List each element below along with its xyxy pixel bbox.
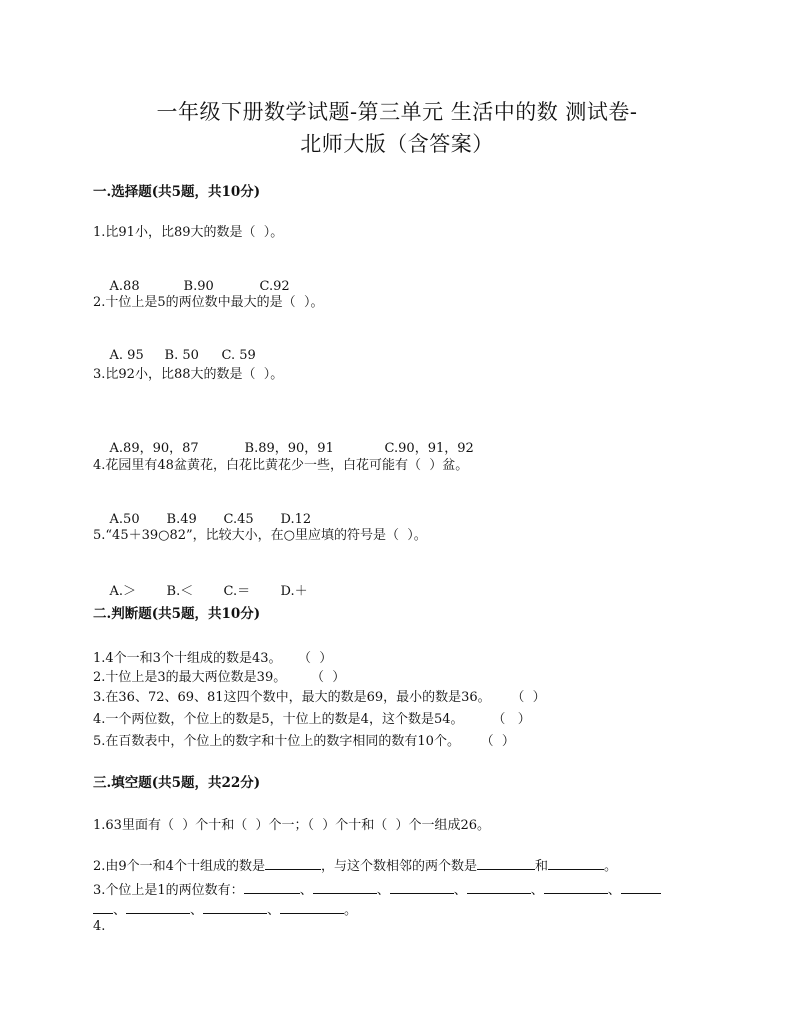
option: C.＝ <box>223 584 251 599</box>
separator: 、 <box>607 883 621 898</box>
question-1-2: 2.十位上是5的两位数中最大的是（ ）。 <box>93 295 324 310</box>
answer-blank[interactable] <box>544 880 608 894</box>
option: B.49 <box>166 512 197 527</box>
fill-question-4: 4. <box>93 919 106 934</box>
answer-blank[interactable] <box>280 900 344 914</box>
option: C. 59 <box>221 348 256 363</box>
separator: 、 <box>376 883 390 898</box>
answer-blank[interactable] <box>126 900 190 914</box>
answer-blank[interactable] <box>265 856 321 870</box>
option: B.＜ <box>166 584 194 599</box>
q-text: 2.由9个一和4个十组成的数是 <box>93 859 265 874</box>
section-heading-judgement: 二.判断题(共5题，共10分) <box>93 606 261 622</box>
separator: 、 <box>113 903 127 918</box>
option: D.12 <box>280 512 312 527</box>
separator: 、 <box>267 903 281 918</box>
option: A.50 <box>109 512 140 527</box>
question-1-5: 5.“45＋39○82”，比较大小，在○里应填的符号是（ ）。 <box>93 528 427 543</box>
option: C.90，91，92 <box>384 441 474 456</box>
option: B. 50 <box>164 348 199 363</box>
separator: 、 <box>530 883 544 898</box>
fill-question-3 <box>93 880 661 900</box>
question-1-1: 1.比91小，比89大的数是（ ）。 <box>93 225 284 240</box>
answer-blank[interactable] <box>203 900 267 914</box>
q-text: 3.个位上是1的两位数有： <box>93 883 244 898</box>
judgement-item: 2.十位上是3的最大两位数是39。 （ ） <box>93 670 346 685</box>
q-text: 。 <box>603 859 617 874</box>
option: C.45 <box>223 512 254 527</box>
fill-question-1: 1.63里面有（ ）个十和（ ）个一；（ ）个十和（ ）个一组成26。 <box>93 818 491 833</box>
option: B.90 <box>183 279 214 294</box>
judgement-item: 1.4个一和3个十组成的数是43。 （ ） <box>93 651 333 666</box>
doc-title-line2: 北师大版（含答案） <box>300 132 494 156</box>
section-heading-fill: 三.填空题(共5题，共22分) <box>93 775 261 791</box>
judgement-item: 5.在百数表中，个位上的数字和十位上的数字相同的数有10个。 （ ） <box>93 734 515 749</box>
q-text: ，与这个数相邻的两个数是 <box>320 859 477 874</box>
separator: 、 <box>190 903 204 918</box>
doc-title-line1: 一年级下册数学试题-第三单元 生活中的数 测试卷- <box>156 100 638 124</box>
end-mark: 。 <box>344 903 358 918</box>
answer-blank[interactable] <box>93 900 113 914</box>
answer-blank[interactable] <box>467 880 531 894</box>
judgement-item: 4.一个两位数，个位上的数是5，十位上的数是4，这个数是54。 （ ） <box>93 712 531 727</box>
q-text: 和 <box>534 859 548 874</box>
fill-question-2 <box>93 856 617 876</box>
separator: 、 <box>453 883 467 898</box>
answer-blank[interactable] <box>390 880 454 894</box>
option: C.92 <box>259 279 290 294</box>
option: B.89，90，91 <box>244 441 334 456</box>
answer-blank[interactable] <box>244 880 300 894</box>
option: A.＞ <box>109 584 137 599</box>
fill-question-3-cont <box>93 900 357 920</box>
separator: 、 <box>299 883 313 898</box>
option: A.89，90，87 <box>109 441 199 456</box>
option: A.88 <box>109 279 140 294</box>
judgement-item: 3.在36、72、69、81这四个数中，最大的数是69，最小的数是36。 （ ） <box>93 690 546 705</box>
answer-blank[interactable] <box>621 880 661 894</box>
section-heading-choice: 一.选择题(共5题，共10分) <box>93 184 261 200</box>
question-1-4: 4.花园里有48盆黄花，白花比黄花少一些，白花可能有（ ）盆。 <box>93 458 469 473</box>
answer-blank[interactable] <box>313 880 377 894</box>
option: D.＋ <box>280 584 308 599</box>
answer-blank[interactable] <box>548 856 604 870</box>
option: A. 95 <box>109 348 144 363</box>
question-1-3: 3.比92小，比88大的数是（ ）。 <box>93 367 284 382</box>
answer-blank[interactable] <box>477 856 535 870</box>
